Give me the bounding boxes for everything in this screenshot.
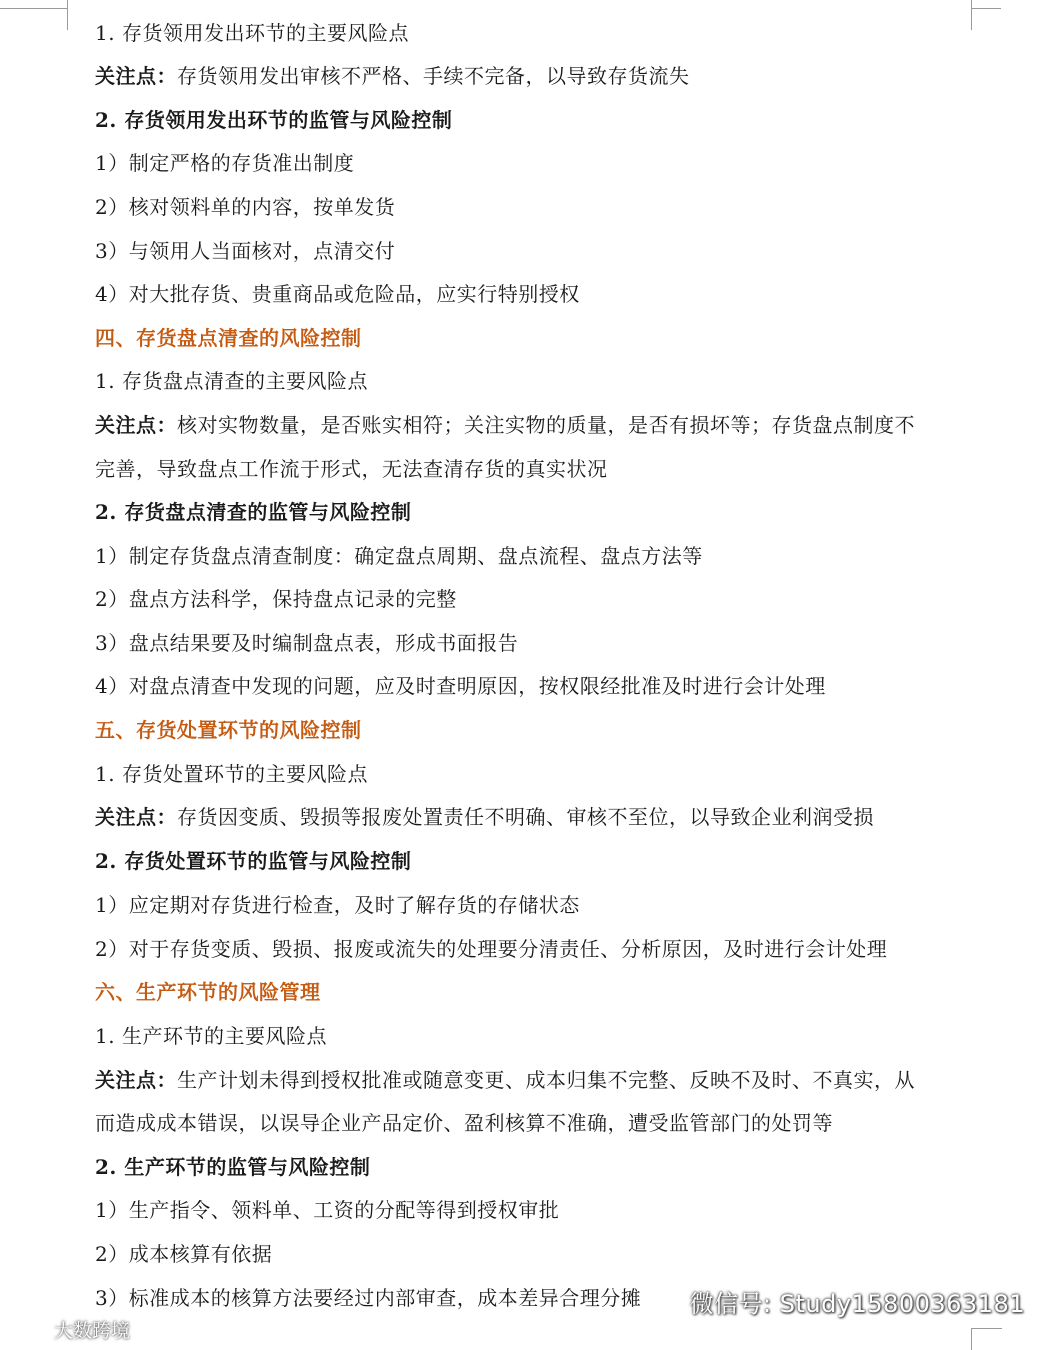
focus-point-text: 存货领用发出审核不严格、手续不完备，以导致存货流失 [177, 64, 690, 88]
section-heading: 四、存货盘点清查的风险控制 [95, 326, 362, 350]
focus-point-text: 存货因变质、毁损等报废处置责任不明确、审核不至位，以导致企业利润受损 [177, 805, 874, 829]
list-item: 1. 存货领用发出环节的主要风险点 [95, 21, 409, 45]
brand-text: 大数跨境 [54, 1320, 131, 1342]
paragraph-continuation: 完善，导致盘点工作流于形式，无法查清存货的真实状况 [95, 457, 608, 481]
focus-point-label: 关注点： [95, 1068, 177, 1092]
focus-point-paragraph [95, 1067, 915, 1093]
list-item: 2）对于存货变质、毁损、报废或流失的处理要分清责任、分析原因，及时进行会计处理 [95, 937, 888, 961]
wechat-watermark [648, 1284, 1025, 1322]
focus-point-label: 关注点： [95, 413, 177, 437]
list-item: 1. 生产环节的主要风险点 [95, 1024, 327, 1048]
wechat-id-text: 微信号: Study15800363181 [689, 1290, 1025, 1318]
subsection-heading: 2. 存货盘点清查的监管与风险控制 [95, 500, 412, 524]
brand-watermark [8, 1316, 130, 1346]
focus-point-text: 生产计划未得到授权批准或随意变更、成本归集不完整、反映不及时、不真实，从 [177, 1068, 915, 1092]
focus-point-paragraph [95, 63, 690, 89]
list-item: 1）制定严格的存货准出制度 [95, 151, 355, 175]
section-heading: 五、存货处置环节的风险控制 [95, 718, 362, 742]
list-item: 1）制定存货盘点清查制度：确定盘点周期、盘点流程、盘点方法等 [95, 544, 703, 568]
list-item: 3）标准成本的核算方法要经过内部审查，成本差异合理分摊 [95, 1286, 642, 1310]
list-item: 1）应定期对存货进行检查，及时了解存货的存储状态 [95, 893, 580, 917]
crop-mark-top-left-h [0, 0, 67, 9]
wechat-icon [648, 1288, 682, 1322]
crop-mark-bottom-right [971, 1328, 1002, 1350]
focus-point-label: 关注点： [95, 64, 177, 88]
subsection-heading: 2. 存货领用发出环节的监管与风险控制 [95, 108, 453, 132]
focus-point-label: 关注点： [95, 805, 177, 829]
section-heading: 六、生产环节的风险管理 [95, 980, 321, 1004]
list-item: 1. 存货处置环节的主要风险点 [95, 762, 368, 786]
list-item: 2）成本核算有依据 [95, 1242, 273, 1266]
subsection-heading: 2. 生产环节的监管与风险控制 [95, 1155, 371, 1179]
list-item: 1. 存货盘点清查的主要风险点 [95, 369, 368, 393]
list-item: 2）核对领料单的内容，按单发货 [95, 195, 396, 219]
focus-point-text: 核对实物数量，是否账实相符；关注实物的质量，是否有损坏等；存货盘点制度不 [177, 413, 915, 437]
list-item: 3）与领用人当面核对，点清交付 [95, 239, 396, 263]
list-item: 1）生产指令、领料单、工资的分配等得到授权审批 [95, 1198, 560, 1222]
list-item: 4）对盘点清查中发现的问题，应及时查明原因，按权限经批准及时进行会计处理 [95, 674, 826, 698]
subsection-heading: 2. 存货处置环节的监管与风险控制 [95, 849, 412, 873]
crop-mark-top-right-h [971, 0, 1001, 9]
list-item: 2）盘点方法科学，保持盘点记录的完整 [95, 587, 457, 611]
focus-point-paragraph [95, 412, 915, 438]
brand-logo [8, 1317, 50, 1346]
list-item: 4）对大批存货、贵重商品或危险品，应实行特别授权 [95, 282, 580, 306]
list-item: 3）盘点结果要及时编制盘点表，形成书面报告 [95, 631, 519, 655]
paragraph-continuation: 而造成成本错误，以误导企业产品定价、盈利核算不准确，遭受监管部门的处罚等 [95, 1111, 833, 1135]
focus-point-paragraph [95, 804, 874, 830]
